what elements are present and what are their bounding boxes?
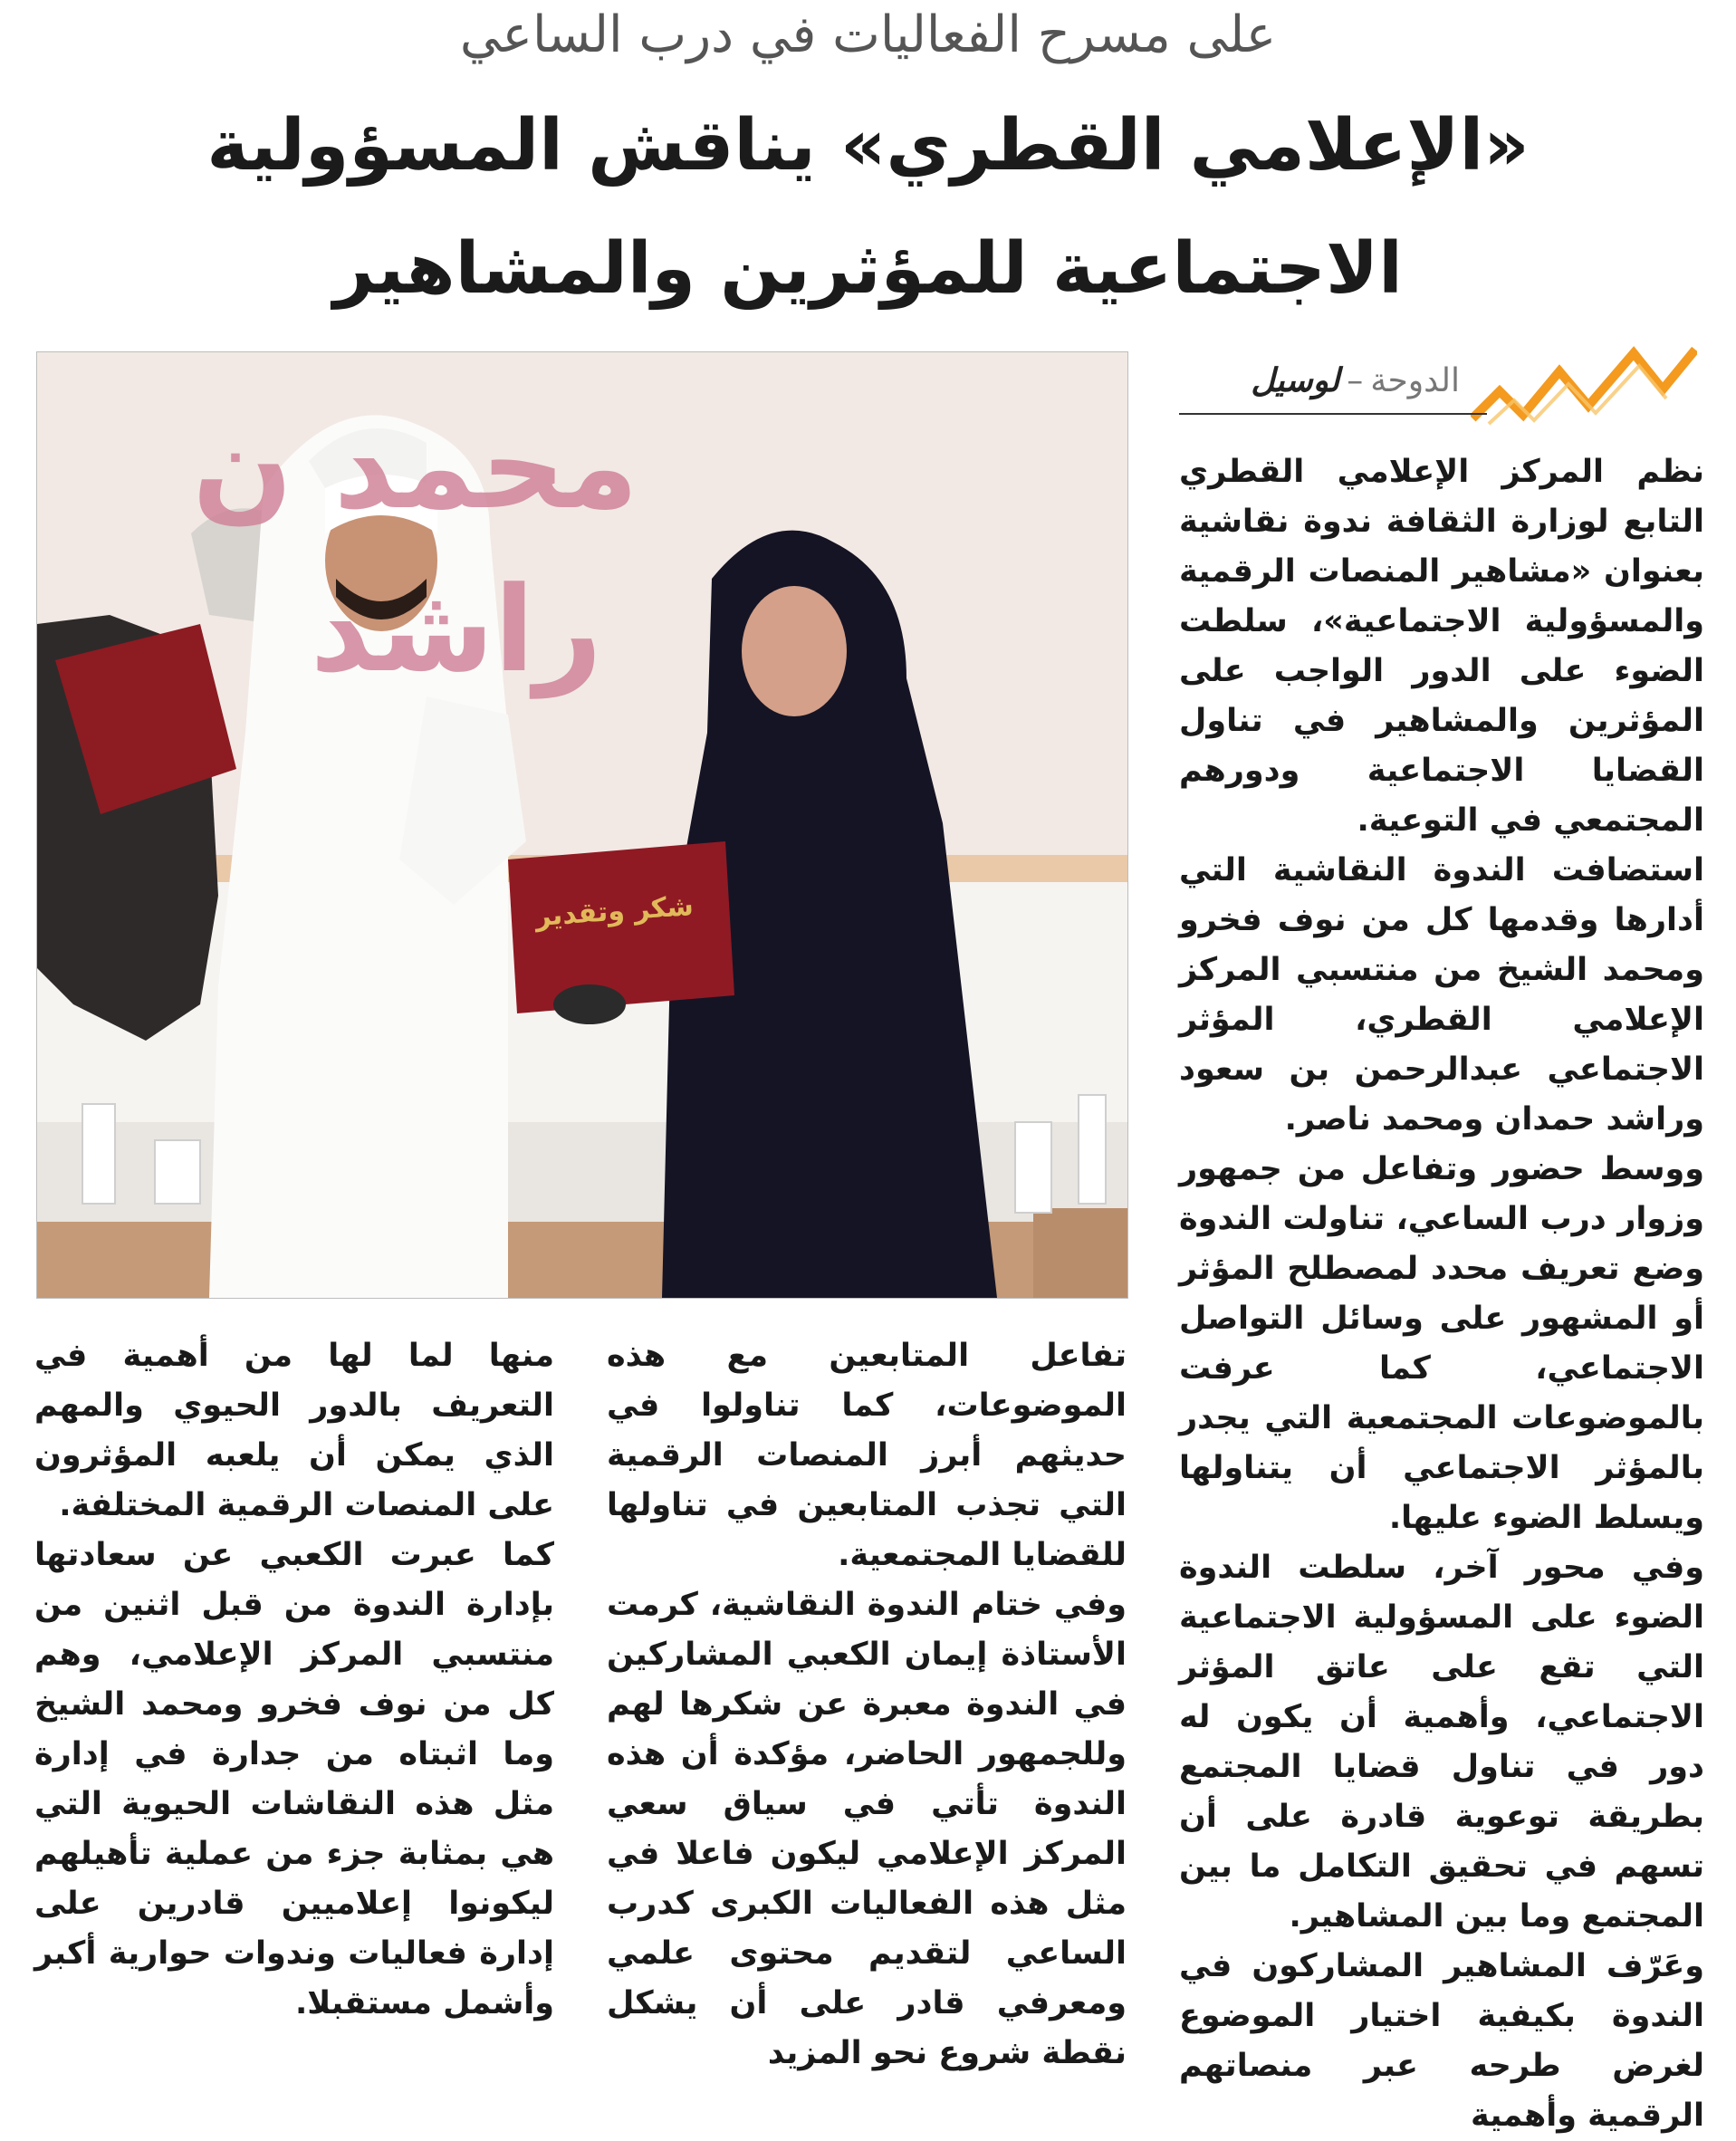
byline-text <box>1251 362 1460 399</box>
byline-city: الدوحة <box>1370 362 1460 399</box>
paragraph: ووسط حضور وتفاعل من جمهور وزوار درب الساعي، تناولت الندوة وضع تعريف محدد لمصطلح المؤثر أو المشهور على وسائل التواصل الاجتماعي، كما عرفت بالموضوعات المجتمعية التي يجدر بالمؤثر الاجتماعي أن يتناولها ويسلط الضوء عليها. <box>1179 1151 1704 1536</box>
paragraph: استضافت الندوة النقاشية التي أدارها وقدمها كل من نوف فخرو ومحمد الشيخ من منتسبي المركز الإعلامي القطري، المؤثر الاجتماعي عبدالرحمن بن سعود وراشد حمدان ومحمد ناصر. <box>1179 852 1704 1138</box>
headline-line-2: الاجتماعية للمؤثرين والمشاهير <box>333 228 1403 310</box>
byline <box>1179 344 1704 435</box>
headline-line-1: «الإعلامي القطري» يناقش المسؤولية <box>206 105 1530 187</box>
article-column-left <box>34 1331 554 2029</box>
certificate-label: شكر وتقدير <box>533 889 695 934</box>
paragraph: وعَرّف المشاهير المشاركون في الندوة بكيفية اختيار الموضوع لغرض طرحه عبر منصاتهم الرقمية وأهمية <box>1179 1948 1704 2134</box>
article-kicker: على مسرح الفعاليات في درب الساعي <box>459 5 1277 64</box>
paragraph: منها لما لها من أهمية في التعريف بالدور الحيوي والمهم الذي يمكن أن يلعبه المؤثرون على المنصات الرقمية المختلفة. <box>34 1338 554 1523</box>
article-column-right <box>1179 447 1704 2141</box>
article-photo <box>36 351 1128 1299</box>
zigzag-accent-icon <box>1471 344 1697 426</box>
article-column-middle <box>607 1331 1127 2079</box>
paragraph: وفي محور آخر، سلطت الندوة الضوء على المسؤولية الاجتماعية التي تقع على عاتق المؤثر الاجتماعي، وأهمية أن يكون له دور في تناول قضايا المجتمع بطريقة توعوية قادرة على أن تسهم في تحقيق التكامل ما بين المجتمع وما بين المشاهير. <box>1179 1550 1704 1935</box>
backdrop-text-1: محمد ن <box>192 398 638 535</box>
paragraph: وفي ختام الندوة النقاشية، كرمت الأستاذة إيمان الكعبي المشاركين في الندوة معبرة عن شكرها لهم وللجمهور الحاضر، مؤكدة أن هذه الندوة تأتي في سياق سعي المركز الإعلامي ليكون فاعلا في مثل هذه الفعاليات الكبرى كدرب الساعي لتقديم محتوى علمي ومعرفي قادر على أن يشكل نقطة شروع نحو المزيد <box>607 1587 1127 2071</box>
paragraph: كما عبرت الكعبي عن سعادتها بإدارة الندوة من قبل اثنين من منتسبي المركز الإعلامي، وهم كل من نوف فخرو ومحمد الشيخ وما اثبتاه من جدارة في إدارة مثل هذه النقاشات الحيوية التي هي بمثابة جزء من عملية تأهيلهم ليكونوا إعلاميين قادرين على إدارة فعاليات وندوات حوارية أكبر وأشمل مستقبلا. <box>34 1537 554 2021</box>
paragraph: تفاعل المتابعين مع هذه الموضوعات، كما تناولوا في حديثهم أبرز المنصات الرقمية التي تجذب المتابعين في تناولها للقضايا المجتمعية. <box>607 1338 1127 1573</box>
paragraph: نظم المركز الإعلامي القطري التابع لوزارة الثقافة ندوة نقاشية بعنوان «مشاهير المنصات الرقمية والمسؤولية الاجتماعية»، سلطت الضوء على الدور الواجب على المؤثرين والمشاهير في تناول القضايا الاجتماعية ودورهم المجتمعي في التوعية. <box>1179 454 1704 839</box>
backdrop-text-2: راشد <box>310 561 602 698</box>
byline-dash: – <box>1347 362 1364 399</box>
byline-rule <box>1179 413 1487 415</box>
byline-source: لوسيل <box>1251 362 1340 399</box>
